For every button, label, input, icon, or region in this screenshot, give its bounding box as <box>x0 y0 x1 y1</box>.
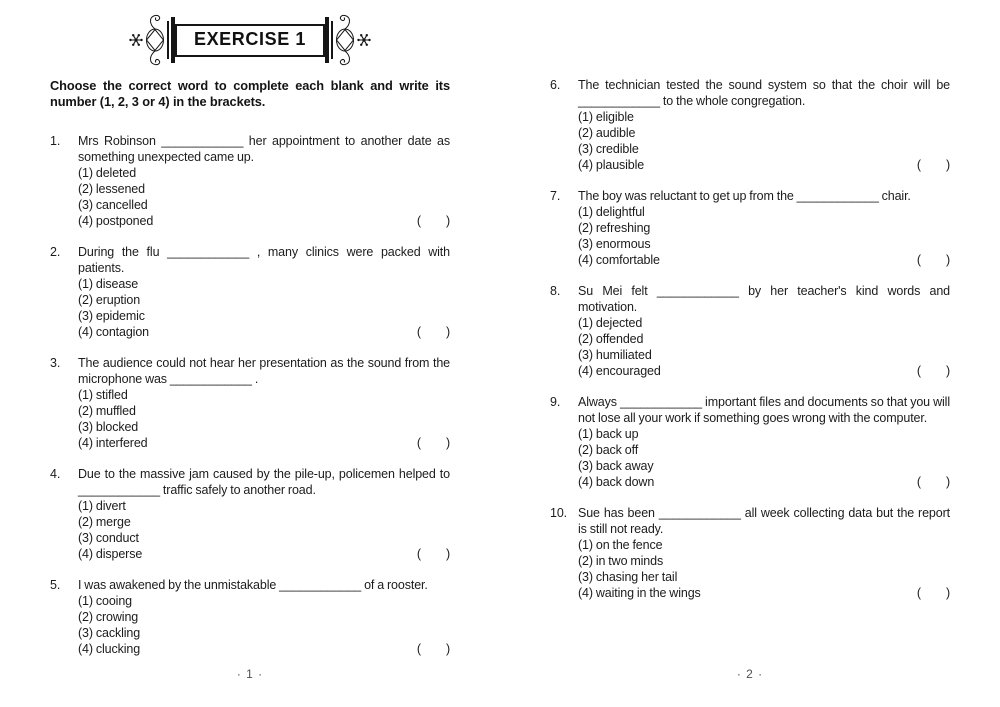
bracket-close: ) <box>445 547 450 561</box>
option: (4) interfered <box>78 436 148 450</box>
page-right <box>550 0 950 707</box>
option-with-brackets <box>578 474 950 490</box>
banner-right-flourish <box>325 12 372 68</box>
question-list-page2 <box>550 77 950 601</box>
option: (3) blocked <box>78 420 139 434</box>
option: (1) eligible <box>578 110 634 124</box>
bracket-close: ) <box>945 364 950 378</box>
question-text: The audience could not hear her presentation as the sound from the microphone was ____________ . <box>78 356 450 386</box>
question-item <box>550 505 950 601</box>
banner-bar-thick <box>325 17 329 63</box>
option-with-brackets <box>578 157 950 173</box>
option: (3) back away <box>578 459 654 473</box>
option: (1) deleted <box>78 166 137 180</box>
question-item <box>550 283 950 379</box>
question-number: 1. <box>50 134 61 148</box>
option: (1) delightful <box>578 205 645 219</box>
bracket-open: ( <box>416 214 421 228</box>
answer-brackets <box>417 435 450 451</box>
question-list-page1 <box>50 133 450 657</box>
option: (1) disease <box>78 277 139 291</box>
answer-brackets <box>917 252 950 268</box>
option: (4) waiting in the wings <box>578 586 701 600</box>
page-left <box>50 0 450 707</box>
option: (2) offended <box>578 332 644 346</box>
option: (3) cackling <box>78 626 141 640</box>
bracket-open: ( <box>916 253 921 267</box>
answer-brackets <box>417 641 450 657</box>
option: (4) contagion <box>78 325 150 339</box>
question-item <box>550 394 950 490</box>
bracket-open: ( <box>416 325 421 339</box>
bracket-open: ( <box>416 436 421 450</box>
option: (1) divert <box>78 499 126 513</box>
question-item <box>50 244 450 340</box>
question-text: Sue has been ____________ all week collecting data but the report is still not ready. <box>578 506 950 536</box>
option: (4) comfortable <box>578 253 660 267</box>
question-number: 2. <box>50 245 61 259</box>
banner-bar-thin <box>331 21 333 59</box>
question-number: 8. <box>550 284 561 298</box>
option: (3) chasing her tail <box>578 570 678 584</box>
option: (4) encouraged <box>578 364 661 378</box>
question-item <box>50 355 450 451</box>
question-text: Always ____________ important files and documents so that you will not lose all your work if something goes wrong with the computer. <box>578 395 950 425</box>
option: (2) merge <box>78 515 131 529</box>
bracket-close: ) <box>445 214 450 228</box>
option: (1) back up <box>578 427 639 441</box>
option-with-brackets <box>578 252 950 268</box>
question-item <box>50 133 450 229</box>
question-number: 6. <box>550 78 561 92</box>
question-text: The boy was reluctant to get up from the ____________ chair. <box>578 189 911 203</box>
question-text: Su Mei felt ____________ by her teacher's kind words and motivation. <box>578 284 950 314</box>
option: (1) stifled <box>78 388 128 402</box>
bracket-close: ) <box>445 642 450 656</box>
bracket-close: ) <box>445 325 450 339</box>
bracket-open: ( <box>916 475 921 489</box>
option: (2) eruption <box>78 293 141 307</box>
question-number: 10. <box>550 506 568 520</box>
question-number: 5. <box>50 578 61 592</box>
option-with-brackets <box>78 546 450 562</box>
option-with-brackets <box>578 585 950 601</box>
option: (2) muffled <box>78 404 136 418</box>
option: (1) on the fence <box>578 538 663 552</box>
bracket-close: ) <box>945 586 950 600</box>
option-with-brackets <box>78 435 450 451</box>
bracket-open: ( <box>416 642 421 656</box>
bracket-open: ( <box>916 586 921 600</box>
answer-brackets <box>917 585 950 601</box>
option-with-brackets <box>78 213 450 229</box>
question-text: Due to the massive jam caused by the pile-up, policemen helped to ____________ traffic safely to another road. <box>78 467 450 497</box>
bracket-open: ( <box>916 364 921 378</box>
answer-brackets <box>417 324 450 340</box>
option: (3) credible <box>578 142 639 156</box>
question-text: I was awakened by the unmistakable ____________ of a rooster. <box>78 578 428 592</box>
exercise-banner <box>50 10 450 70</box>
flourish-icon <box>128 12 166 68</box>
question-item <box>50 466 450 562</box>
option: (2) back off <box>578 443 639 457</box>
question-text: Mrs Robinson ____________ her appointment to another date as something unexpected came up. <box>78 134 450 164</box>
question-text: The technician tested the sound system so that the choir will be ____________ to the whole congregation. <box>578 78 950 108</box>
option: (4) clucking <box>78 642 141 656</box>
bracket-close: ) <box>945 475 950 489</box>
option: (1) dejected <box>578 316 643 330</box>
exercise-title: EXERCISE 1 <box>175 24 325 57</box>
bracket-close: ) <box>945 158 950 172</box>
option: (4) disperse <box>78 547 143 561</box>
option: (3) epidemic <box>78 309 145 323</box>
flourish-icon <box>334 12 372 68</box>
option: (3) conduct <box>78 531 139 545</box>
option: (4) postponed <box>78 214 154 228</box>
question-number: 3. <box>50 356 61 370</box>
page-number-1: · 1 · <box>236 667 264 681</box>
option: (2) crowing <box>78 610 139 624</box>
question-item <box>550 188 950 268</box>
option: (3) cancelled <box>78 198 148 212</box>
option-with-brackets <box>78 641 450 657</box>
banner-bar-thin <box>167 21 169 59</box>
question-item <box>50 577 450 657</box>
bracket-open: ( <box>916 158 921 172</box>
banner-left-flourish <box>128 12 175 68</box>
option: (3) humiliated <box>578 348 652 362</box>
question-number: 7. <box>550 189 561 203</box>
bracket-close: ) <box>445 436 450 450</box>
question-item <box>550 77 950 173</box>
option: (2) in two minds <box>578 554 664 568</box>
bracket-close: ) <box>945 253 950 267</box>
question-number: 4. <box>50 467 61 481</box>
answer-brackets <box>917 157 950 173</box>
option: (2) audible <box>578 126 636 140</box>
option: (4) plausible <box>578 158 645 172</box>
option-with-brackets <box>78 324 450 340</box>
answer-brackets <box>417 213 450 229</box>
answer-brackets <box>417 546 450 562</box>
option: (2) refreshing <box>578 221 651 235</box>
question-number: 9. <box>550 395 561 409</box>
option: (2) lessened <box>78 182 145 196</box>
option: (1) cooing <box>78 594 132 608</box>
option-with-brackets <box>578 363 950 379</box>
instructions-text: Choose the correct word to complete each blank and write its number (1, 2, 3 or 4) in the brackets. <box>50 78 450 109</box>
answer-brackets <box>917 474 950 490</box>
page-number-2: · 2 · <box>736 667 764 681</box>
bracket-open: ( <box>416 547 421 561</box>
answer-brackets <box>917 363 950 379</box>
question-text: During the flu ____________ , many clinics were packed with patients. <box>78 245 450 275</box>
option: (3) enormous <box>578 237 651 251</box>
option: (4) back down <box>578 475 655 489</box>
